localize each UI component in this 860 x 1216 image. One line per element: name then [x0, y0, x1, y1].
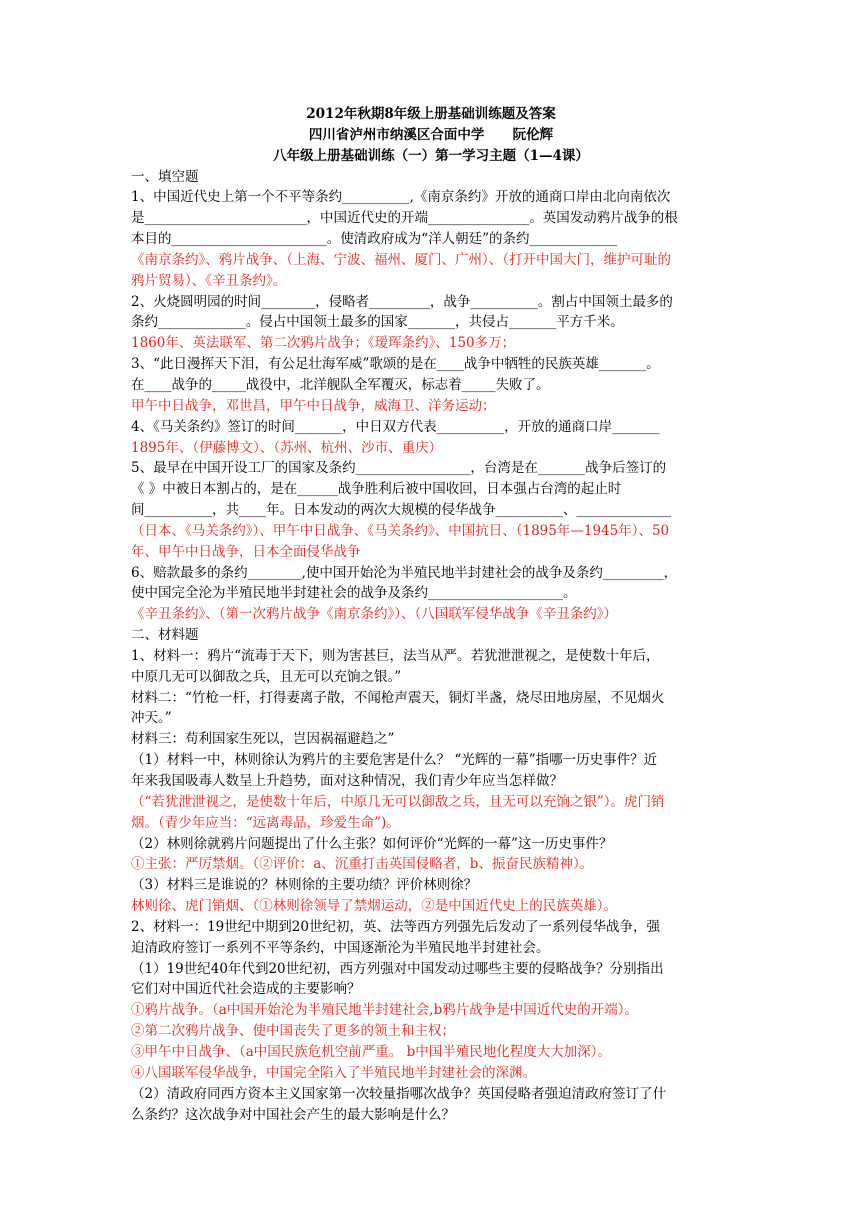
answer-line: 甲午中日战争，邓世昌，甲午中日战争，威海卫、洋务运动； [131, 397, 496, 414]
text-line: 本目的_______________________。使清政府成为“洋人朝廷”的条约_____________ [131, 231, 618, 248]
text-line: 6、赔款最多的条约________,使中国开始沦为半殖民地半封建社会的战争及条约_________， [131, 564, 678, 581]
text-line: 么条约？这次战争对中国社会产生的最大影响是什么？ [131, 1106, 455, 1123]
text-line: 是________________________，中国近代史的开端_______________。英国发动鸦片战争的根 [131, 210, 678, 227]
answer-line: ①鸦片战争。（a中国开始沦为半殖民地半封建社会,b鸦片战争是中国近代史的开端）。 [131, 1002, 638, 1019]
answer-line: 鸦片贸易）、《辛丑条约》。 [131, 272, 287, 289]
text-line: 4、《马关条约》签订的时间_______，中日双方代表__________，开放的通商口岸_______ [131, 418, 660, 435]
answer-line: 《辛丑条约》、（第一次鸦片战争《南京条约》）、（八国联军侵华战争《辛丑条约》） [131, 606, 617, 623]
text-line: 冲天。” [131, 710, 172, 727]
answer-line: （“若犹泄泄视之，是使数十年后，中原几无可以御敌之兵，且无可以充饷之银”）。虎门销 [131, 793, 665, 810]
text-line: （1）19世纪40年代到20世纪初，西方列强对中国发动过哪些主要的侵略战争？分别指出 [131, 960, 664, 977]
answer-line: ④八国联军侵华战争，中国完全陷入了半殖民地半封建社会的深渊。 [131, 1064, 536, 1081]
text-line: 2、火烧圆明园的时间________，侵略者_________，战争__________。割占中国领土最多的 [131, 293, 673, 310]
text-line: 3、“此日漫挥天下泪，有公足壮海军威”歌颂的是在____战争中牺牲的民族英雄_______。 [131, 356, 660, 373]
text-line: 间__________，共____年。日本发动的两次大规模的侵华战争__________、______________ [131, 502, 671, 519]
text-line: 条约_____________。侵占中国领土最多的国家_______，共侵占_______平方千米。 [131, 314, 624, 331]
document-body [131, 104, 731, 1125]
text-line: 年来我国吸毒人数呈上升趋势，面对这种情况，我们青少年应当怎样做？ [131, 773, 563, 789]
answer-line: 烟。（青少年应当：“远离毒品，珍爱生命”)。 [131, 814, 400, 831]
text-line: （3）材料三是谁说的？林则徐的主要功绩？评价林则徐？ [131, 877, 478, 894]
text-line: 一、填空题 [131, 168, 199, 185]
text-line: 在____战争的_____战役中，北洋舰队全军覆灭，标志着_____失败了。 [131, 376, 550, 393]
text-line: 使中国完全沦为半殖民地半封建社会的战争及条约____________________。 [131, 585, 577, 602]
answer-line: 1860年、英法联军、第二次鸦片战争；《瑷珲条约》、150多万； [131, 335, 516, 352]
text-line: 5、最早在中国开设工厂的国家及条约_________________，台湾是在_______战争后签订的 [131, 460, 667, 477]
text-line: 材料三：苟利国家生死以，岂因祸福避趋之” [131, 731, 395, 748]
text-line: 1、中国近代史上第一个不平等条约__________,《南京条约》开放的通商口岸由北向南依次 [131, 189, 671, 206]
text-line: 2、材料一：19世纪中期到20世纪初，英、法等西方列强先后发动了一系列侵华战争，强 [131, 918, 660, 935]
text-line: 中原几无可以御敌之兵，且无可以充饷之银。” [131, 668, 402, 685]
text-line: 二、材料题 [131, 627, 199, 644]
question-lines [131, 167, 731, 1126]
answer-line: 林则徐、虎门销烟、（①林则徐领导了禁烟运动，②是中国近代史上的民族英雄）。 [131, 898, 617, 915]
answer-line: 《南京条约》、鸦片战争、（上海、宁波、福州、厦门、广州）、（打开中国大门，维护可耻的 [131, 251, 671, 268]
text-line: （2）林则徐就鸦片问题提出了什么主张？如何评价“光辉的一幕”这一历史事件？ [131, 835, 613, 852]
text-line: （1）材料一中，林则徐认为鸦片的主要危害是什么？ “光辉的一幕”指哪一历史事件？近 [131, 752, 658, 769]
answer-line: ③甲午中日战争、（a中国民族危机空前严重。 b中国半殖民地化程度大大加深）。 [131, 1043, 611, 1060]
text-line: 它们对中国近代社会造成的主要影响？ [131, 981, 361, 998]
text-line: 迫清政府签订一系列不平等条约，中国逐渐沦为半殖民地半封建社会。 [131, 939, 550, 956]
answer-line: （日本、《马关条约》）、甲午中日战争、《马关条约》、中国抗日、（1895年—1945年）、50 [131, 522, 670, 539]
answer-line: ②第二次鸦片战争、使中国丧失了更多的领土和主权； [131, 1023, 455, 1040]
answer-line: ①主张：严厉禁烟。（②评价：a、沉重打击英国侵略者，b、振奋民族精神）。 [131, 856, 594, 873]
section-subtitle: 八年级上册基础训练（一）第一学习主题（1—4课） [273, 147, 589, 164]
document-title: 2012年秋期8年级上册基础训练题及答案 [306, 106, 556, 122]
text-line: 1、材料一：鸦片“流毒于天下，则为害甚巨，法当从严。若犹泄泄视之，是使数十年后， [131, 647, 660, 664]
answer-line: 年、甲午中日战争，日本全面侵华战争 [131, 543, 361, 560]
answer-line: 1895年、（伊藤博文）、（苏州、杭州、沙市、重庆） [131, 439, 443, 456]
text-line: 《 》中被日本割占的，是在______战争胜利后被中国收回，日本强占台湾的起止时 [131, 481, 622, 498]
author-line: 四川省泸州市纳溪区合面中学 阮伦辉 [308, 126, 554, 143]
text-line: （2）清政府同西方资本主义国家第一次较量指哪次战争？英国侵略者强迫清政府签订了什 [131, 1085, 667, 1102]
text-line: 材料二：“竹枪一杆，打得妻离子散，不闻枪声震天，铜灯半盏，烧尽田地房屋，不见烟火 [131, 689, 665, 706]
